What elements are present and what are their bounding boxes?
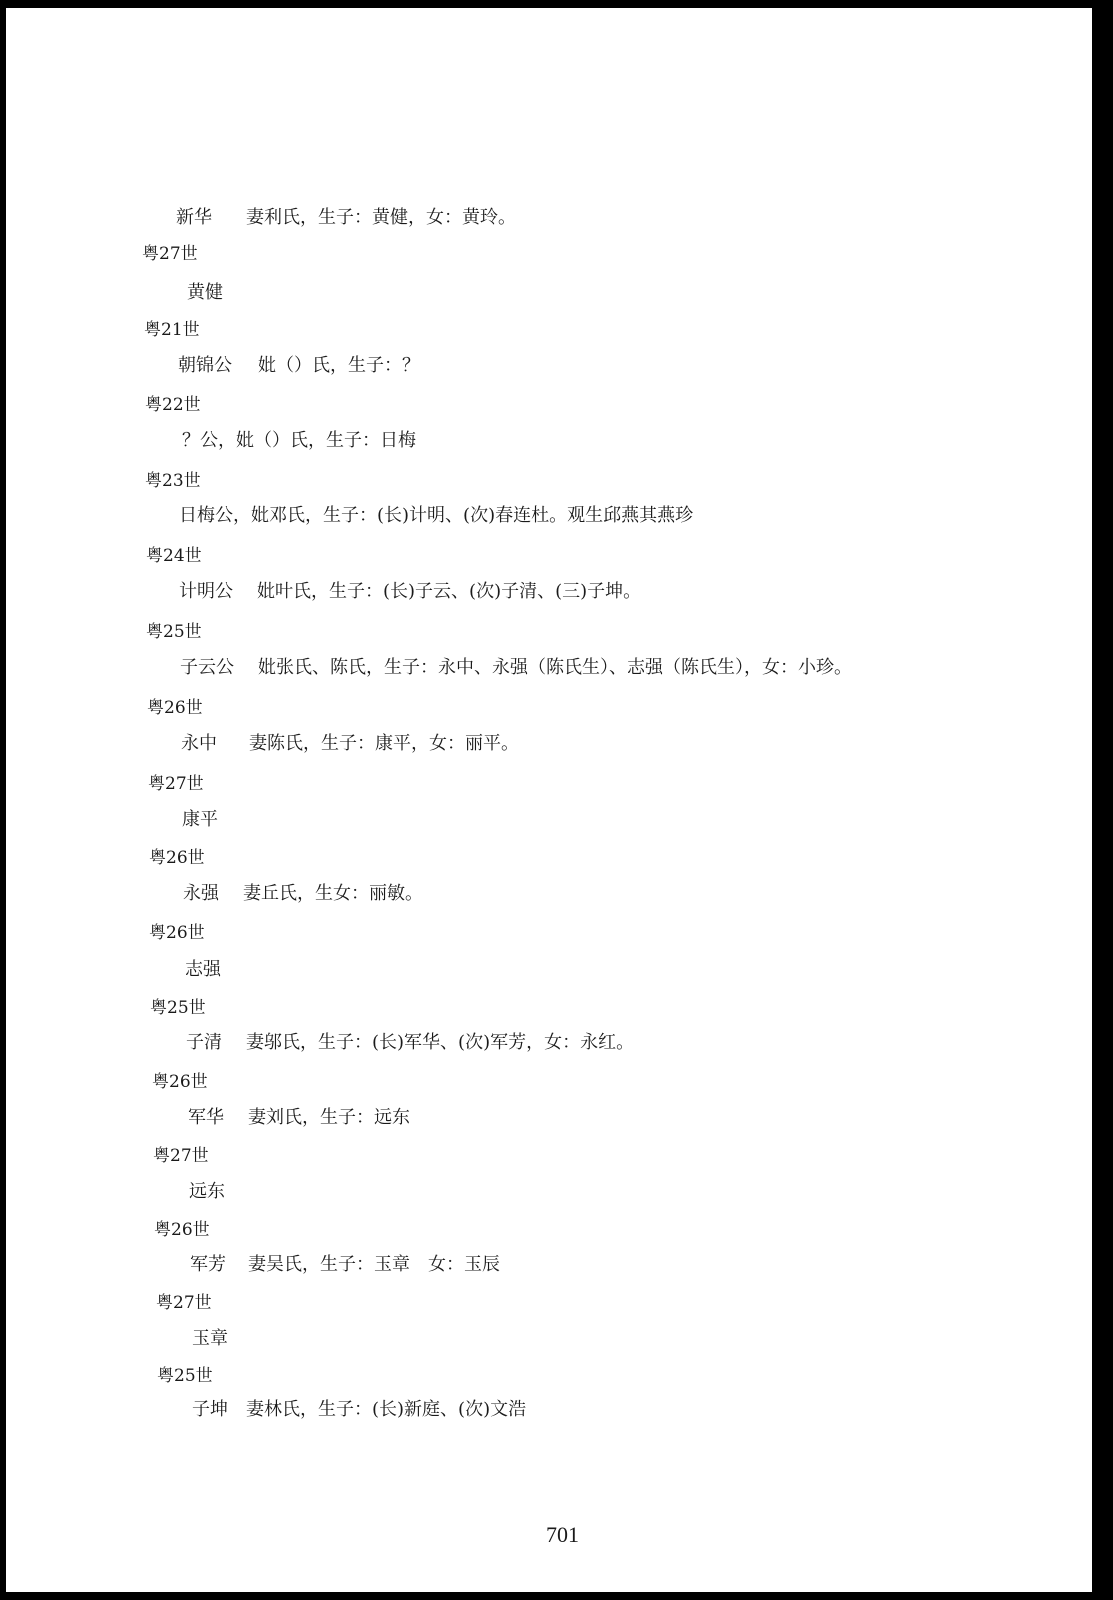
generation-heading: 粤22世 [145, 395, 201, 415]
person-name: 黄健 [187, 282, 223, 303]
person-name: 远东 [189, 1181, 225, 1202]
person-name: 康平 [182, 809, 218, 830]
entry-line [179, 580, 641, 604]
person-name: 永中 [181, 733, 217, 754]
person-name: 玉章 [192, 1328, 228, 1349]
entry-line [185, 958, 221, 982]
person-detail: 妻陈氏，生子：康平，女：丽平。 [249, 733, 519, 754]
generation-heading: 粤26世 [154, 1220, 210, 1240]
person-name: 军华 [188, 1107, 224, 1128]
generation-heading: 粤25世 [150, 998, 206, 1018]
entry-line [186, 1031, 634, 1055]
person-detail: 妣邓氏，生子：(长)计明、(次)春连杜。观生邱燕其燕珍 [251, 505, 694, 526]
entry-line [176, 206, 516, 230]
generation-heading: 粤21世 [144, 320, 200, 340]
generation-heading: 粤25世 [157, 1366, 213, 1386]
generation-heading: 粤26世 [149, 848, 205, 868]
entry-line [181, 732, 519, 756]
generation-heading: 粤26世 [152, 1072, 208, 1092]
person-name: ？公， [182, 430, 236, 451]
person-detail: 妣（）氏，生子：？ [258, 355, 420, 376]
person-name: 新华 [176, 207, 212, 228]
entry-line [182, 808, 218, 832]
person-detail: 妣（）氏，生子：日梅 [236, 430, 416, 451]
document-page [6, 8, 1092, 1592]
person-name: 子坤 [192, 1399, 228, 1420]
entry-line [178, 354, 420, 378]
person-detail: 妻林氏，生子：(长)新庭、(次)文浩 [246, 1399, 527, 1420]
person-detail: 妻吴氏，生子：玉章 女：玉辰 [248, 1254, 500, 1275]
generation-heading: 粤23世 [145, 471, 201, 491]
generation-heading: 粤27世 [153, 1146, 209, 1166]
person-detail: 妻丘氏，生女：丽敏。 [243, 883, 423, 904]
entry-line [192, 1327, 228, 1351]
generation-heading: 粤27世 [142, 244, 198, 264]
entry-line [182, 429, 416, 453]
entry-line [179, 504, 693, 528]
entry-line [180, 656, 852, 680]
person-name: 计明公 [179, 581, 233, 602]
generation-heading: 粤25世 [146, 622, 202, 642]
person-detail: 妣叶氏，生子：(长)子云、(次)子清、(三)子坤。 [257, 581, 642, 602]
entry-line [183, 882, 423, 906]
person-name: 朝锦公 [178, 355, 232, 376]
person-detail: 妻利氏，生子：黄健，女：黄玲。 [246, 207, 516, 228]
entry-line [190, 1253, 500, 1277]
generation-heading: 粤27世 [148, 774, 204, 794]
person-name: 永强 [183, 883, 219, 904]
person-name: 军芳 [190, 1254, 226, 1275]
person-name: 子清 [186, 1032, 222, 1053]
person-detail: 妻刘氏，生子：远东 [248, 1107, 410, 1128]
person-detail: 妣张氏、陈氏，生子：永中、永强（陈氏生）、志强（陈氏生），女：小珍。 [258, 657, 852, 678]
generation-heading: 粤27世 [156, 1293, 212, 1313]
generation-heading: 粤26世 [147, 698, 203, 718]
page-number: 701 [546, 1522, 579, 1547]
person-name: 日梅公， [179, 505, 251, 526]
person-detail: 妻邬氏，生子：(长)军华、(次)军芳，女：永红。 [246, 1032, 635, 1053]
entry-line [188, 1106, 410, 1130]
generation-heading: 粤26世 [149, 923, 205, 943]
person-name: 子云公 [180, 657, 234, 678]
person-name: 志强 [185, 959, 221, 980]
entry-line [192, 1398, 526, 1422]
entry-line [189, 1180, 225, 1204]
generation-heading: 粤24世 [146, 546, 202, 566]
entry-line [187, 281, 223, 305]
